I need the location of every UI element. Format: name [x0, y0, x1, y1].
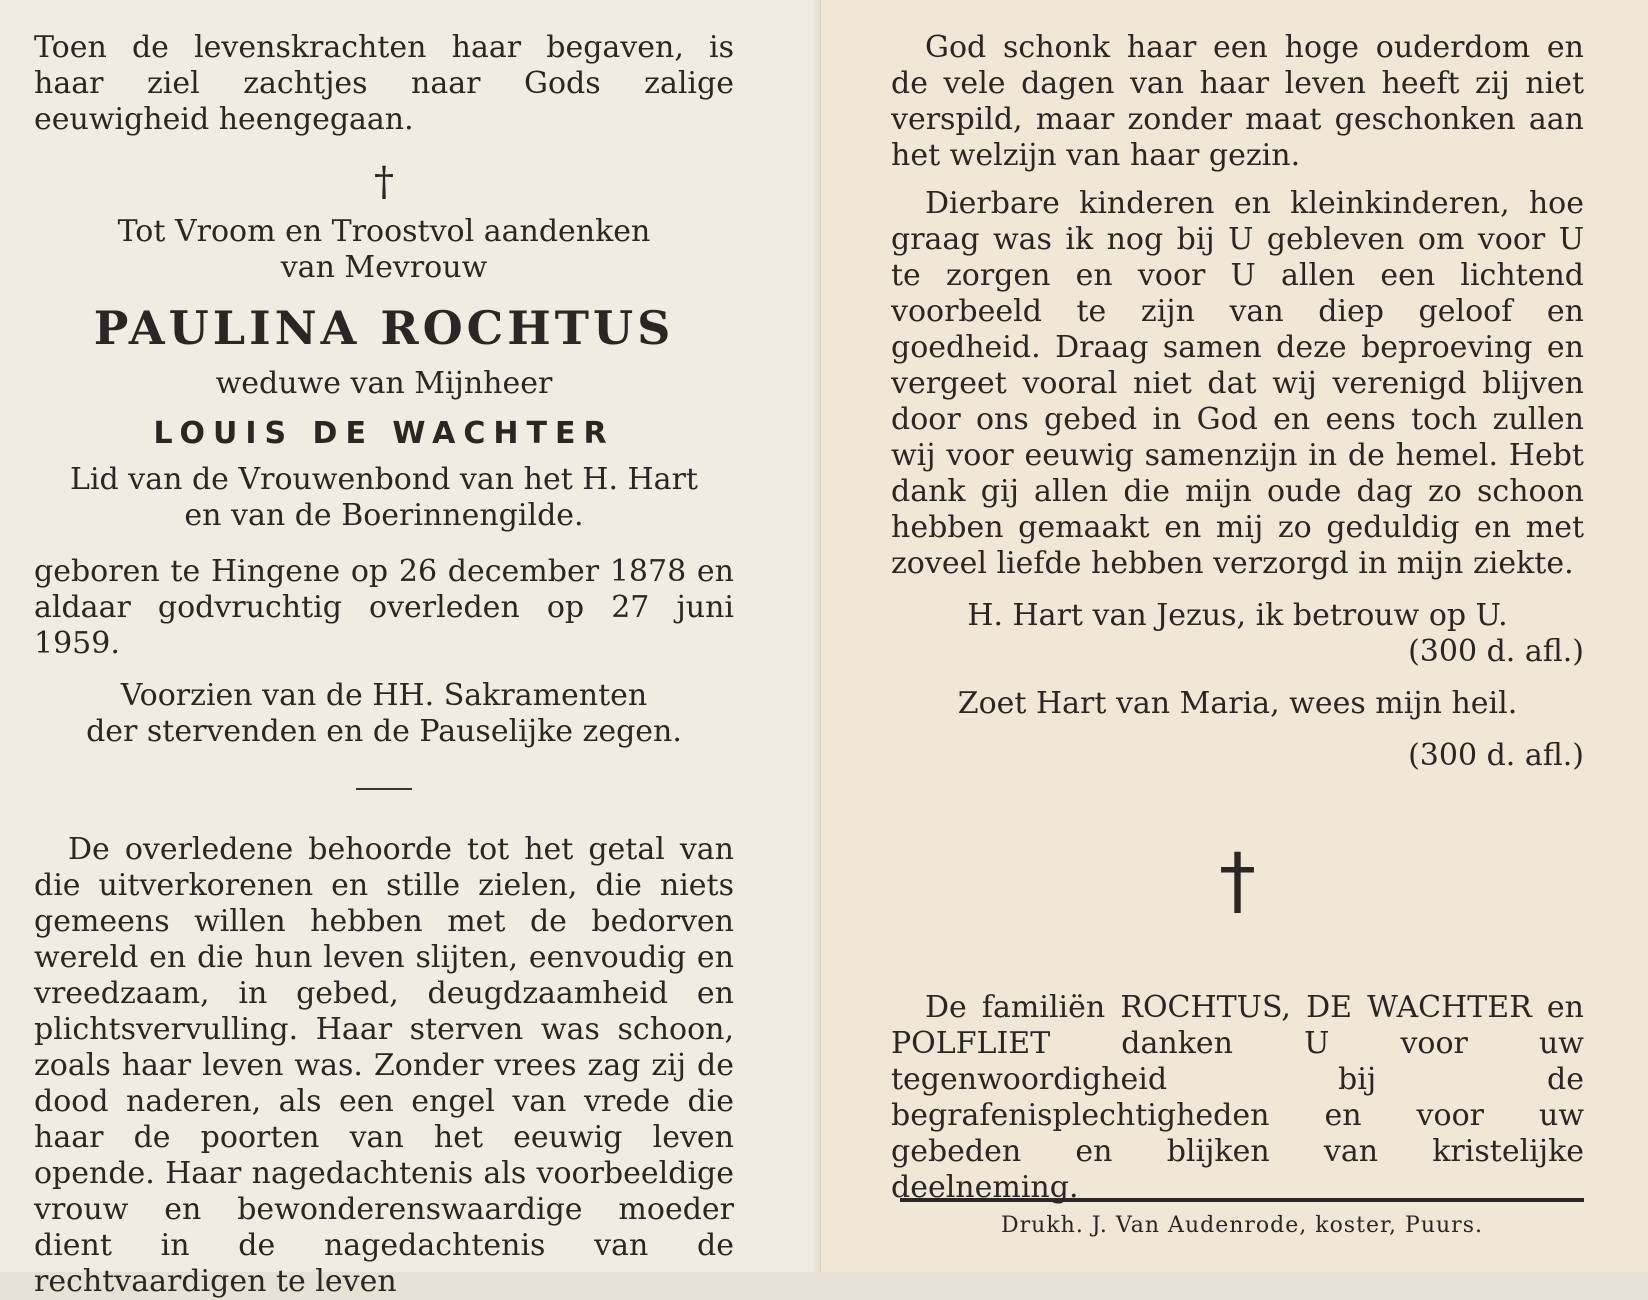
- sacraments-line-2: der stervenden en de Pauselijke zegen.: [86, 714, 682, 749]
- memorial-line-2: van Mevrouw: [280, 250, 488, 285]
- memorial-line-1: Tot Vroom en Troostvol aandenken: [117, 214, 651, 249]
- divider: [356, 788, 412, 790]
- left-panel: [0, 0, 820, 1299]
- printer-credit: Drukh. J. Van Audenrode, koster, Puurs.: [1001, 1213, 1483, 1238]
- cross-icon: †: [374, 159, 394, 205]
- husband-name: LOUIS DE WACHTER: [153, 416, 615, 451]
- prayer-2: Zoet Hart van Maria, wees mijn heil.: [957, 686, 1518, 721]
- paragraph-1: God schonk haar een hoge ouderdom en de vele dagen van haar leven heeft zij niet verspild, maar zonder maat geschonken aan het welzijn van haar gezin.: [891, 30, 1584, 173]
- indulgence-1: (300 d. afl.): [1408, 634, 1584, 669]
- sacraments-line-1: Voorzien van de HH. Sakramenten: [120, 678, 648, 713]
- birth-death-text: geboren te Hingene op 26 december 1878 en aldaar godvruchtig overleden op 27 juni 1959.: [34, 554, 734, 661]
- large-cross-icon: †: [1219, 838, 1256, 924]
- intro-text: Toen de levenskrachten haar begaven, is haar ziel zachtjes naar Gods zalige eeuwigheid heengegaan.: [34, 30, 734, 137]
- eulogy-text: De overledene behoorde tot het getal van die uitverkorenen en stille zielen, die niets gemeens willen hebben met de bedorven wereld en die hun leven slijten, eenvoudig en vreedzaam, in gebed, deugdzaamheid en plichtsvervulling. Haar sterven was schoon, zoals haar leven was. Zonder vrees zag zij de dood naderen, als een engel van vrede die haar de poorten van het eeuwig leven opende. Haar nagedachtenis als voorbeeldige vrouw en bewonderenswaardige moeder dient in de nagedachtenis van de rechtvaardigen te leven: [34, 832, 734, 1299]
- indulgence-2: (300 d. afl.): [1408, 738, 1584, 773]
- membership-line-2: en van de Boerinnengilde.: [184, 498, 584, 533]
- footer-rule: [900, 1198, 1584, 1202]
- right-panel: [820, 0, 1648, 1272]
- thanks-text: De familiën ROCHTUS, DE WACHTER en POLFLIET danken U voor uw tegenwoordigheid bij de begrafenisplechtigheden en voor uw gebeden en blijken van kristelijke deelneming.: [891, 990, 1584, 1205]
- paragraph-2: Dierbare kinderen en kleinkinderen, hoe graag was ik nog bij U gebleven om voor U te zorgen en voor U allen een lichtend voorbeeld te zijn van diep geloof en goedheid. Draag samen deze beproeving en vergeet vooral niet dat wij verenigd blijven door ons gebed in God en eens toch zullen wij voor eeuwig samenzijn in de hemel. Hebt dank gij allen die mijn oude dag zo schoon hebben gemaakt en mij zo geduldig en met zoveel liefde hebben verzorgd in mijn ziekte.: [891, 186, 1584, 581]
- prayer-1: H. Hart van Jezus, ik betrouw op U.: [967, 598, 1508, 633]
- deceased-name: PAULINA ROCHTUS: [93, 301, 675, 355]
- widow-of-text: weduwe van Mijnheer: [215, 366, 553, 401]
- membership-line-1: Lid van de Vrouwenbond van het H. Hart: [70, 462, 698, 497]
